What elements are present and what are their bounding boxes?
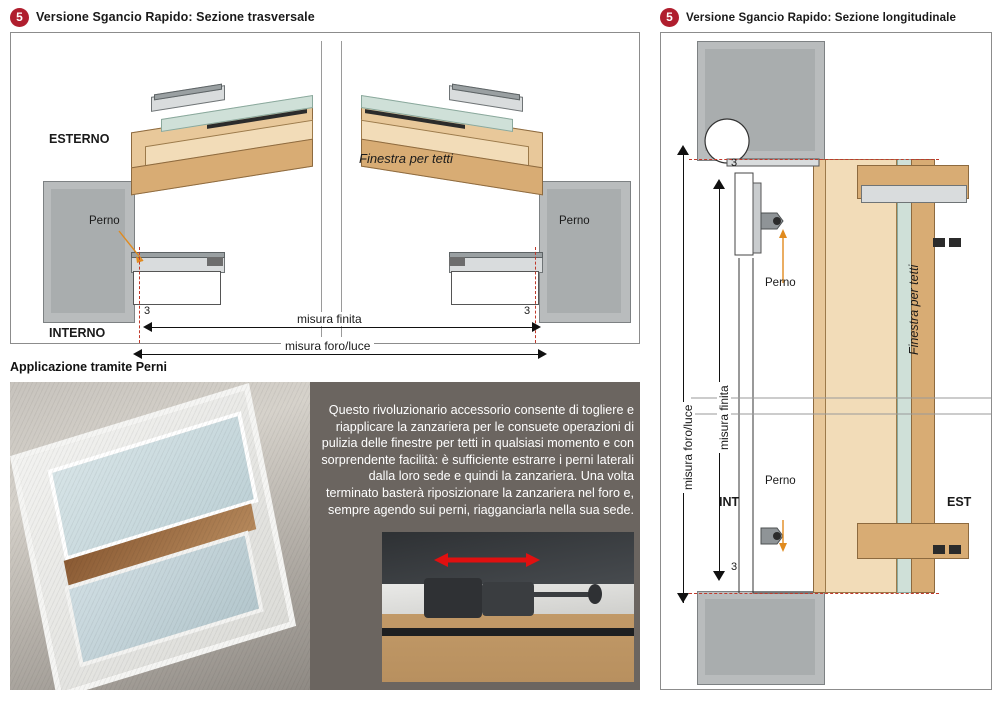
application-figure [10, 382, 640, 690]
wall-inner-left [51, 189, 125, 313]
perno-label-top-right: Perno [765, 277, 796, 289]
perno-label-left: Perno [89, 215, 120, 227]
pin-left [207, 257, 223, 266]
dim-foro-arrow-up [677, 145, 689, 155]
description-text: Questo rivoluzionario accessorio consente di togliere e riapplicare la zanzariera per le consuete operazioni di pulizia delle finestre per tetti in qualsiasi momento e con sorprendente facilità: è sufficiente estrarre i perni laterali dalla loro sede e quindi la zanzariera. Una volta terminato basterà riposizionare la zanzariera nel foro e, sempre agendo sui perni, riagganciarla nella sua sede. [321, 403, 634, 517]
longitudinal-header [660, 6, 992, 28]
net-frame-left [133, 271, 221, 305]
int-label: INT [719, 495, 740, 509]
misura-foro-label: misura foro/luce [281, 339, 374, 353]
cross-section-header [10, 6, 640, 28]
est-label: EST [947, 495, 972, 509]
dim-finita-line [149, 327, 535, 328]
cross-section-drawing [10, 32, 640, 353]
application-caption: Applicazione tramite Perni [10, 360, 167, 374]
perno-label-bottom-right: Perno [765, 475, 796, 487]
break-line-left [321, 41, 322, 337]
interno-label: INTERNO [49, 326, 106, 340]
misura-finita-label-right: misura finita [717, 382, 731, 453]
dim-foro-line [139, 354, 541, 355]
application-panel [10, 358, 640, 690]
net-frame-right [451, 271, 539, 305]
finestra-label-cross: Finestra per tetti [359, 151, 453, 166]
dim-3-bottom-right: 3 [731, 561, 738, 573]
cross-section-title: Versione Sgancio Rapido: Sezione trasversale [36, 10, 315, 24]
esterno-label: ESTERNO [49, 132, 110, 146]
finestra-label-long: Finestra per tetti [907, 264, 921, 355]
dim-finita-arrow-left [143, 322, 152, 332]
longitudinal-drawing [660, 32, 992, 690]
dim-finita-arrow-down [713, 571, 725, 581]
dim-3-top-right: 3 [731, 157, 738, 169]
longitudinal-section-panel [660, 6, 992, 690]
misura-foro-label-right: misura foro/luce [681, 402, 695, 493]
ref-line-left [139, 247, 140, 343]
step-badge-right: 5 [660, 8, 679, 27]
ref-dash-bottom [689, 593, 939, 594]
dim-finita-arrow-right [532, 322, 541, 332]
pin-right [449, 257, 465, 266]
ref-dash-top [689, 159, 939, 160]
misura-finita-label: misura finita [293, 312, 366, 326]
skylight-photo [10, 382, 310, 690]
perno-label-right: Perno [559, 215, 590, 227]
dim-3-right: 3 [524, 305, 531, 317]
longitudinal-title: Versione Sgancio Rapido: Sezione longitudinale [686, 10, 957, 24]
break-line-right [341, 41, 342, 337]
dim-3-left: 3 [144, 305, 151, 317]
step-badge: 5 [10, 8, 29, 27]
dim-foro-vline [683, 151, 684, 603]
dim-finita-arrow-up [713, 179, 725, 189]
pin-detail-photo [382, 532, 634, 682]
wall-inner-right [547, 189, 621, 313]
dim-foro-arrow-down [677, 593, 689, 603]
cross-section-panel [10, 6, 640, 353]
